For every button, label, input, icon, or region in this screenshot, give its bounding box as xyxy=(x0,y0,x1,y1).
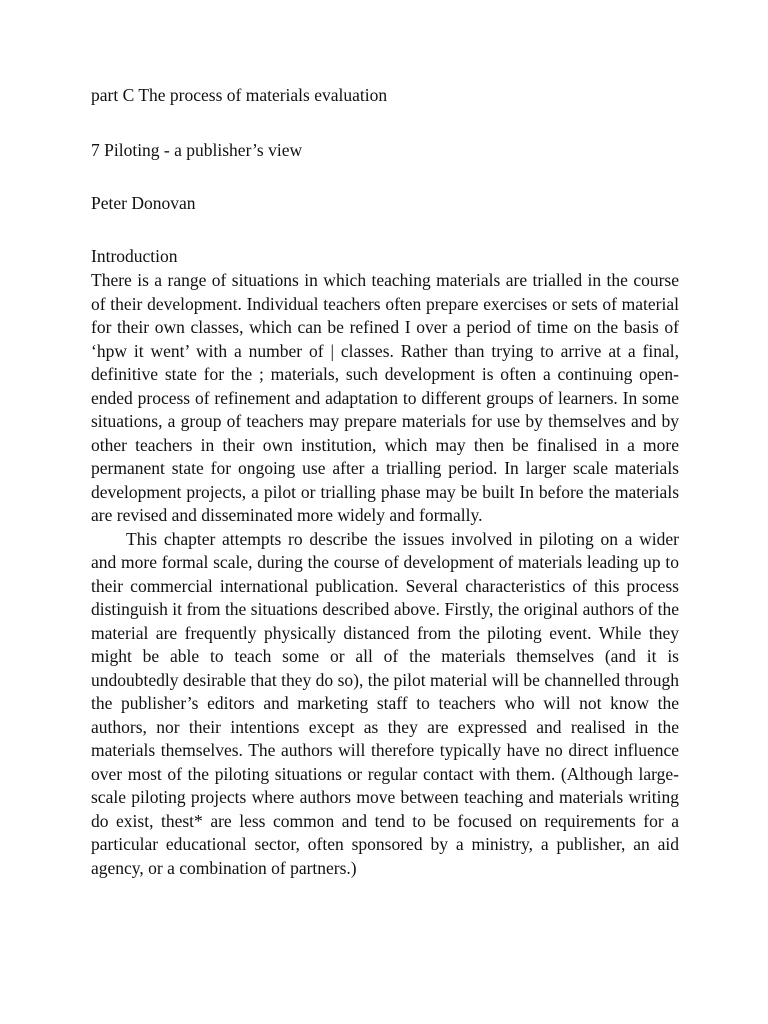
section-heading: Introduction xyxy=(91,246,178,266)
author-name: Peter Donovan xyxy=(91,193,196,213)
chapter-title: 7 Piloting - a publisher’s view xyxy=(91,140,303,160)
document-page xyxy=(91,84,679,880)
part-heading: part C The process of materials evaluation xyxy=(91,85,388,105)
body-paragraph-1: There is a range of situations in which teaching materials are trialled in the course of their development. Individual teachers often prepare exercises or sets of material for their own classes, which can be refined I over a period of time on the basis of ‘hpw it went’ with a number of | classes. Rather than trying to arrive at a final, definitive state for the ; materials, such development is often a continuing open-ended process of refinement and adaptation to different groups of learners. In some situations, a group of teachers may prepare materials for use by themselves and by other teachers in their own institution, which may then be finalised in a more permanent state for ongoing use after a trialling period. In larger scale materials development projects, a pilot or trialling phase may be built In before the materials are revised and disseminated more widely and formally. xyxy=(91,270,679,525)
body-paragraph-2: This chapter attempts ro describe the issues involved in piloting on a wider and more formal scale, during the course of development of materials leading up to their commercial international publication. Several characteristics of this process distinguish it from the situations described above. Firstly, the original authors of the material are frequently physically distanced from the piloting event. While they might be able to teach some or all of the materials themselves (and it is undoubtedly desirable that they do so), the pilot material will be channelled through the publisher’s editors and marketing staff to teachers who will not know the authors, nor their intentions except as they are expressed and realised in the materials themselves. The authors will therefore typically have no direct influence over most of the piloting situations or regular contact with them. (Although large-scale piloting projects where authors move between teaching and materials writing do exist, thest* are less common and tend to be focused on requirements for a particular educational sector, often sponsored by a ministry, a publisher, an aid agency, or a combination of partners.) xyxy=(91,528,679,878)
